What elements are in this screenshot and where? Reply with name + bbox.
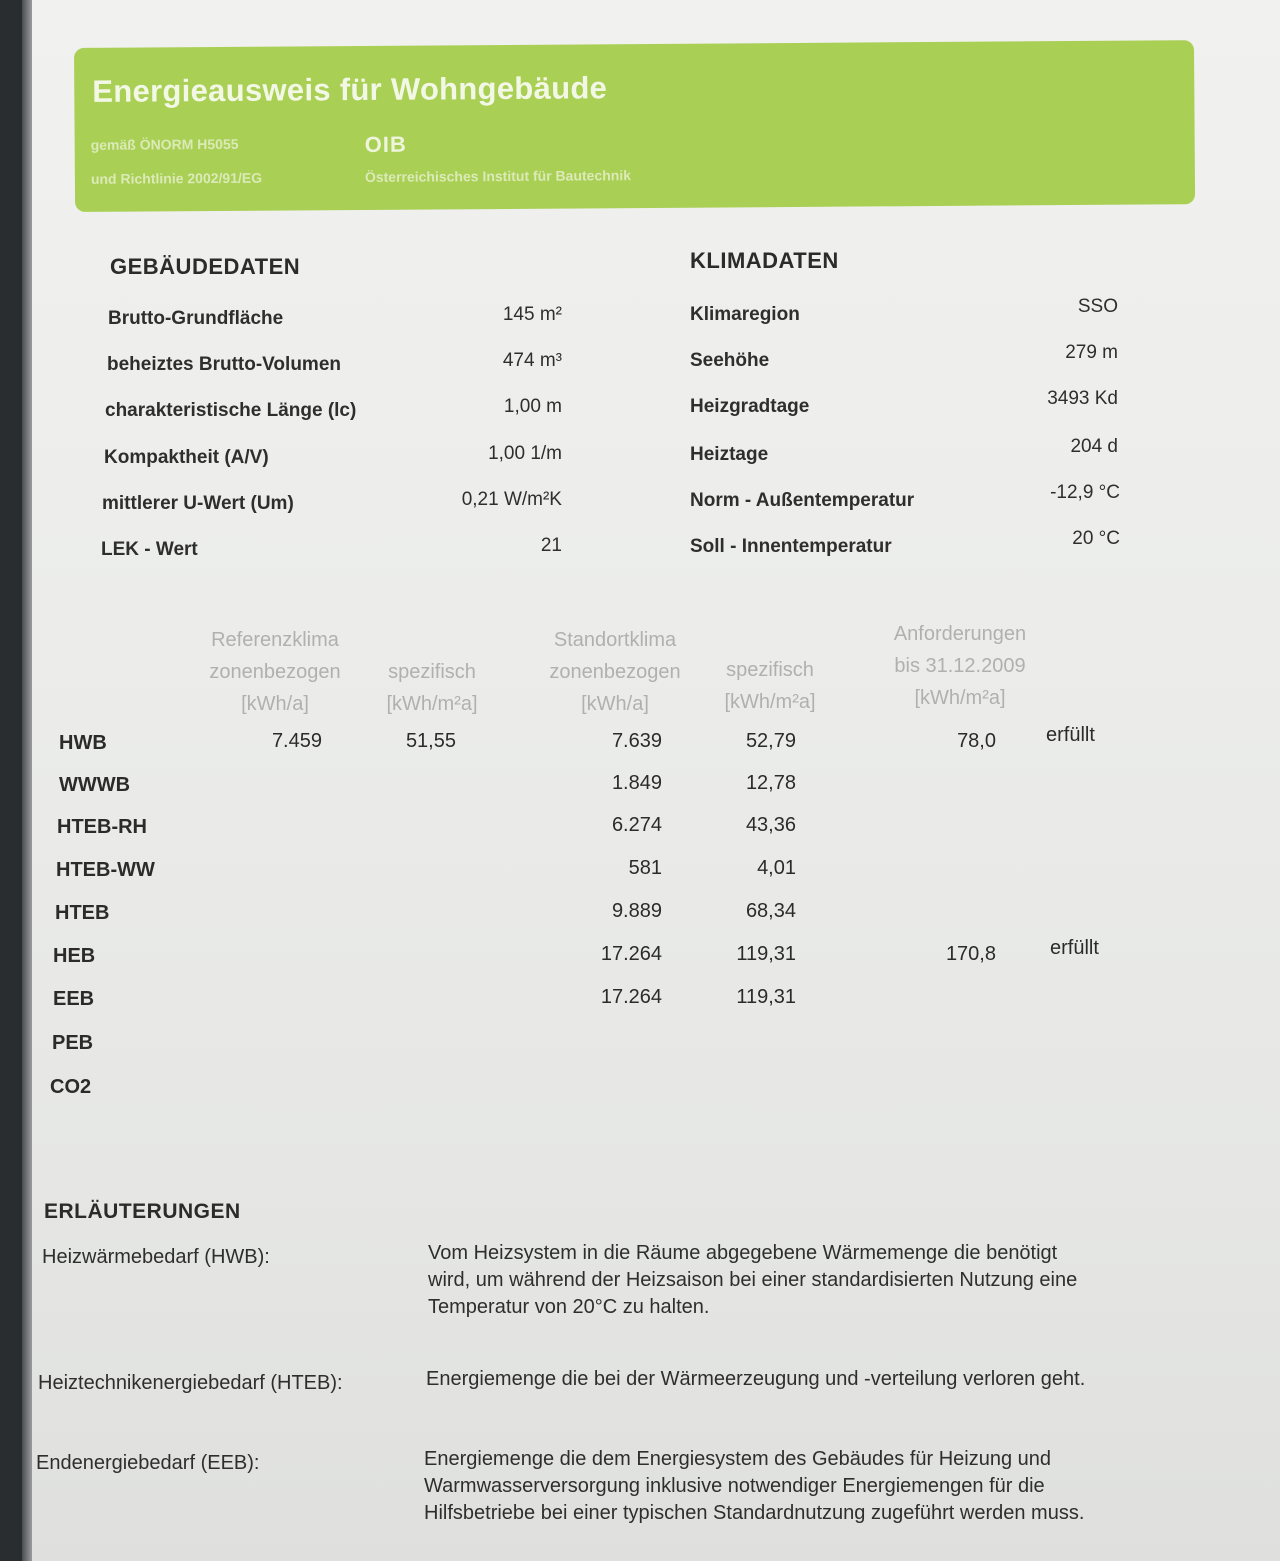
header-anforderungen — [870, 618, 1050, 714]
klima-value: 279 m — [1065, 342, 1118, 363]
gebaeude-value: 1,00 m — [503, 396, 562, 417]
req-unit: [kWh/m²a] — [914, 687, 1006, 709]
note-text-line: Hilfsbetriebe bei einer typischen Standardnutzung zugeführt werden muss. — [424, 1502, 1085, 1524]
klima-label: Klimaregion — [690, 304, 800, 325]
std-zonen-unit: [kWh/a] — [581, 693, 649, 715]
klima-label: Norm - Außentemperatur — [690, 490, 915, 511]
gebaeude-label: charakteristische Länge (lc) — [105, 400, 357, 421]
table-cell-req: 170,8 — [945, 943, 996, 965]
note-term: Heizwärmebedarf (HWB): — [42, 1246, 270, 1268]
table-cell-std-zone: 17.264 — [600, 943, 662, 965]
note-text — [424, 1446, 1244, 1527]
gebaeude-label: Kompaktheit (A/V) — [104, 447, 269, 468]
table-cell-std-spez: 43,36 — [745, 814, 796, 836]
gebaeude-label: Brutto-Grundfläche — [108, 308, 284, 329]
table-row-label: WWWB — [59, 774, 131, 796]
header-ref-spezifisch — [372, 656, 492, 720]
table-row-label: CO2 — [50, 1076, 92, 1098]
klima-value: -12,9 °C — [1050, 482, 1120, 503]
table-row-label: HTEB-RH — [57, 816, 147, 838]
anforderungen-date: bis 31.12.2009 — [894, 655, 1026, 677]
norm-reference — [91, 127, 263, 196]
gebaeude-label: mittlerer U-Wert (Um) — [102, 493, 294, 514]
gebaeude-value: 21 — [540, 535, 562, 556]
klima-value: 204 d — [1070, 436, 1118, 457]
klima-value: 20 °C — [1072, 528, 1120, 549]
std-spez-unit: [kWh/m²a] — [724, 691, 816, 713]
table-cell-std-zone: 581 — [628, 857, 662, 879]
gebaeude-label: beheiztes Brutto-Volumen — [107, 354, 341, 375]
klima-label: Soll - Innentemperatur — [690, 536, 892, 557]
note-text — [426, 1366, 1246, 1393]
table-row-label: HTEB-WW — [56, 859, 155, 881]
klima-label: Seehöhe — [690, 350, 770, 371]
table-cell-std-spez: 68,34 — [745, 900, 796, 922]
table-cell-std-spez: 119,31 — [736, 986, 796, 1008]
gebaeude-value: 0,21 W/m²K — [461, 489, 562, 510]
table-row-label: EEB — [53, 988, 95, 1010]
status-fulfilled: erfüllt — [1050, 937, 1099, 959]
gebaeude-label: LEK - Wert — [101, 539, 198, 560]
gebaeude-value: 145 m² — [502, 304, 562, 325]
table-cell-std-zone: 6.274 — [611, 814, 662, 836]
table-cell-std-spez: 119,31 — [736, 943, 796, 965]
header-referenzklima — [190, 624, 360, 720]
klima-label: Heizgradtage — [690, 396, 810, 417]
table-cell-std-spez: 52,79 — [745, 730, 796, 752]
norm-line-1: gemäß ÖNORM H5055 — [90, 135, 239, 153]
table-row-label: HTEB — [55, 902, 110, 924]
ref-zonenbezogen-label: zonenbezogen — [209, 661, 341, 683]
note-text-line: Temperatur von 20°C zu halten. — [428, 1296, 710, 1318]
oib-logo: OIB — [364, 131, 407, 157]
standortklima-label: Standortklima — [553, 629, 677, 651]
erlaeuterungen-heading: ERLÄUTERUNGEN — [44, 1200, 241, 1223]
table-row-label: HWB — [59, 732, 107, 754]
note-text-line: wird, um während der Heizsaison bei einer standardisierten Nutzung eine — [428, 1269, 1078, 1291]
table-cell-std-zone: 7.639 — [611, 730, 662, 752]
ref-spez-unit: [kWh/m²a] — [386, 693, 478, 715]
referenzklima-label: Referenzklima — [211, 629, 339, 651]
note-term: Heiztechnikenergiebedarf (HTEB): — [38, 1372, 343, 1394]
header-std-spezifisch — [710, 654, 830, 718]
ref-zonen-unit: [kWh/a] — [241, 693, 309, 715]
anforderungen-label: Anforderungen — [893, 623, 1027, 645]
table-cell-std-zone: 9.889 — [611, 900, 662, 922]
table-cell-ref-zone: 7.459 — [271, 730, 322, 752]
note-text — [428, 1240, 1248, 1321]
table-cell-std-spez: 4,01 — [757, 857, 796, 879]
klima-value: SSO — [1077, 296, 1118, 317]
note-text-line: Energiemenge die dem Energiesystem des Gebäudes für Heizung und — [424, 1448, 1052, 1470]
table-cell-std-zone: 17.264 — [600, 986, 662, 1008]
status-fulfilled: erfüllt — [1046, 724, 1095, 746]
note-text-line: Energiemenge die bei der Wärmeerzeugung und -verteilung verloren geht. — [426, 1368, 1086, 1390]
table-cell-std-spez: 12,78 — [745, 772, 796, 794]
table-cell-std-zone: 1.849 — [611, 772, 662, 794]
institute-name: Österreichisches Institut für Bautechnik — [364, 167, 632, 185]
note-term: Endenergiebedarf (EEB): — [36, 1452, 260, 1474]
document-title: Energieausweis für Wohngebäude — [92, 70, 608, 109]
note-text-line: Vom Heizsystem in die Räume abgegebene Wärmemenge die benötigt — [428, 1242, 1058, 1264]
gebaeude-value: 1,00 1/m — [488, 443, 562, 464]
header-standortklima — [530, 624, 700, 720]
header-banner — [74, 40, 1195, 212]
klimadaten-heading: KLIMADATEN — [690, 248, 839, 273]
binder-spine — [22, 0, 32, 1561]
klima-label: Heiztage — [690, 444, 769, 465]
gebaeudedaten-heading: GEBÄUDEDATEN — [110, 254, 301, 279]
table-row-label: HEB — [53, 945, 96, 967]
table-cell-req: 78,0 — [957, 730, 996, 752]
document-page — [22, 0, 1280, 1561]
gebaeude-value: 474 m³ — [502, 350, 562, 371]
std-spezifisch-label: spezifisch — [726, 659, 814, 681]
table-cell-ref-spez: 51,55 — [405, 730, 456, 752]
klima-value: 3493 Kd — [1047, 388, 1118, 409]
std-zonenbezogen-label: zonenbezogen — [549, 661, 681, 683]
table-row-label: PEB — [52, 1032, 94, 1054]
norm-line-2: und Richtlinie 2002/91/EG — [90, 169, 263, 187]
ref-spezifisch-label: spezifisch — [388, 661, 476, 683]
note-text-line: Warmwasserversorgung inklusive notwendiger Energiemengen für die — [424, 1475, 1045, 1497]
